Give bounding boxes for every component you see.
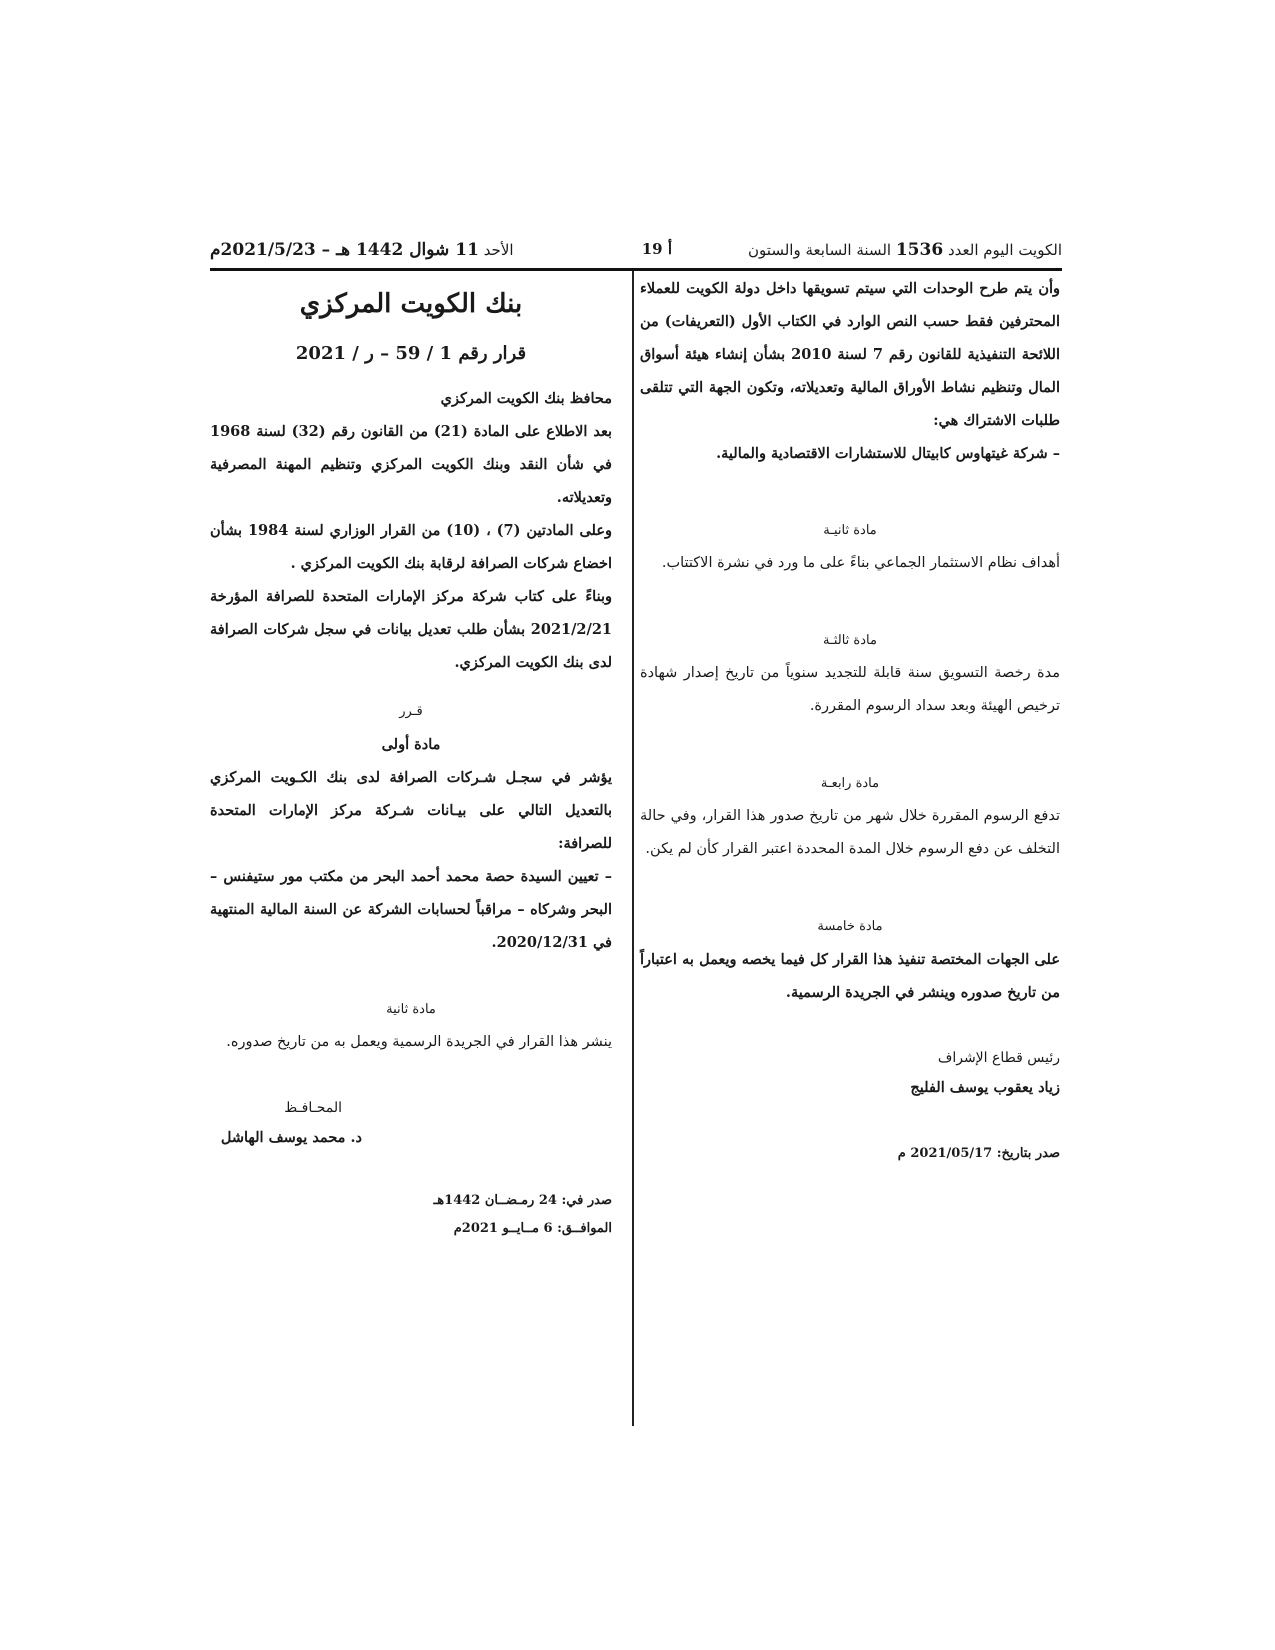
decision-number: قرار رقم 1 / 59 – ر / 2021 [295,343,527,364]
lc-paragraph-2: وعلى المادتين (7) ، (10) من القرار الوزاري لسنة 1984 بشأن اخضاع شركات الصرافة لرقابة بنك الكويت المركزي . [210,522,613,572]
page-header [210,234,1062,266]
column-divider [632,271,634,1426]
rc-article-5-heading: مادة خامسة [817,919,883,934]
rc-article-2-heading: مادة ثانيـة [823,523,877,538]
header-rule [210,268,1062,271]
rc-issue-date: صدر بتاريخ: 2021/05/17 م [897,1146,1060,1161]
lc-paragraph-3: وبناءً على كتاب شركة مركز الإمارات المتحدة للصرافة المؤرخة 2021/2/21 بشأن طلب تعديل بيانات في سجل شركات الصرافة لدى بنك الكويت المركزي. [210,588,612,671]
bank-title: بنك الكويت المركزي [299,289,523,319]
right-column [640,272,1060,1170]
rc-article-3-heading: مادة ثالثـة [823,633,877,648]
rc-article-2-text: أهداف نظام الاستثمار الجماعي بناءً على ما ورد في نشرة الاكتتاب. [661,555,1060,571]
lc-issue-gregorian: الموافــق: 6 مــايــو 2021م [453,1221,612,1236]
rc-article-4-text: تدفع الرسوم المقررة خلال شهر من تاريخ صدور هذا القرار، وفي حالة التخلف عن دفع الرسوم خلال المدة المحددة اعتبر القرار كأن لم يكن. [640,808,1060,857]
rc-article-4-heading: مادة رابعـة [820,776,880,791]
header-date-value: 11 شوال 1442 هـ – 2021/5/23م [210,240,479,260]
lc-paragraph-1: بعد الاطلاع على المادة (21) من القانون رقم (32) لسنة 1968 في شأن النقد وبنك الكويت المركزي وتنظيم المهنة المصرفية وتعديلاته. [210,423,612,506]
lc-article-1-heading: مادة أولى [381,736,441,753]
rc-paragraph-2: – شركة غيتهاوس كابيتال للاستشارات الاقتصادية والمالية. [716,445,1060,462]
lc-article-2-heading: مادة ثانية [386,1002,436,1017]
lc-article-2-text: ينشر هذا القرار في الجريدة الرسمية ويعمل به من تاريخ صدوره. [226,1034,612,1050]
header-day: الأحد [483,241,514,259]
rc-article-3-text: مدة رخصة التسويق سنة قابلة للتجديد سنوياً من تاريخ إصدار شهادة ترخيص الهيئة وبعد سداد الرسوم المقررة. [640,665,1060,714]
lc-signature-name: د. محمد يوسف الهاشل [220,1129,362,1146]
lc-article-1-item: – تعيين السيدة حصة محمد أحمد البحر من مكتب مور ستيفنس – البحر وشركاه – مراقباً لحسابات الشركة عن السنة المالية المنتهية في 2020/12/31. [210,868,612,951]
lc-article-1-text: يؤشر في سجـل شـركات الصرافة لدى بنك الكـويت المركزي بالتعديل التالي على بيـانات شـركة مركز الإمارات المتحدة للصرافة: [210,769,612,852]
left-column [210,272,612,1243]
lc-issue-hijri: صدر في: 24 رمـضــان 1442هـ [433,1193,612,1208]
rc-article-5-text: على الجهات المختصة تنفيذ هذا القرار كل فيما يخصه ويعمل به اعتباراً من تاريخ صدوره وينشر في الجريدة الرسمية. [640,951,1060,1001]
header-page-number: أ 19 [641,240,672,258]
header-year: السنة السابعة والستون [748,241,892,259]
rc-paragraph-1: وأن يتم طرح الوحدات التي سيتم تسويقها داخل دولة الكويت للعملاء المحترفين فقط حسب النص الوارد في الكتاب الأول (التعريفات) من اللائحة التنفيذية للقانون رقم 7 لسنة 2010 بشأن إنشاء هيئة أسواق المال وتنظيم نشاط الأوراق المالية وتعديلاته، وتكون الجهة التي تتلقى طلبات الاشتراك هي: [640,280,1060,429]
header-publication-name: الكويت اليوم العدد [947,241,1062,259]
header-issue-number: 1536 [895,240,944,260]
header-date [210,240,514,260]
lc-signature-title: المحـافـظ [284,1100,342,1116]
header-publication [748,240,1062,260]
rc-signature-name: زياد يعقوب يوسف الفليج [910,1079,1060,1096]
governor-line: محافظ بنك الكويت المركزي [440,390,612,407]
decided-heading: قـرر [399,704,423,719]
rc-signature-title: رئيس قطاع الإشراف [937,1050,1060,1066]
